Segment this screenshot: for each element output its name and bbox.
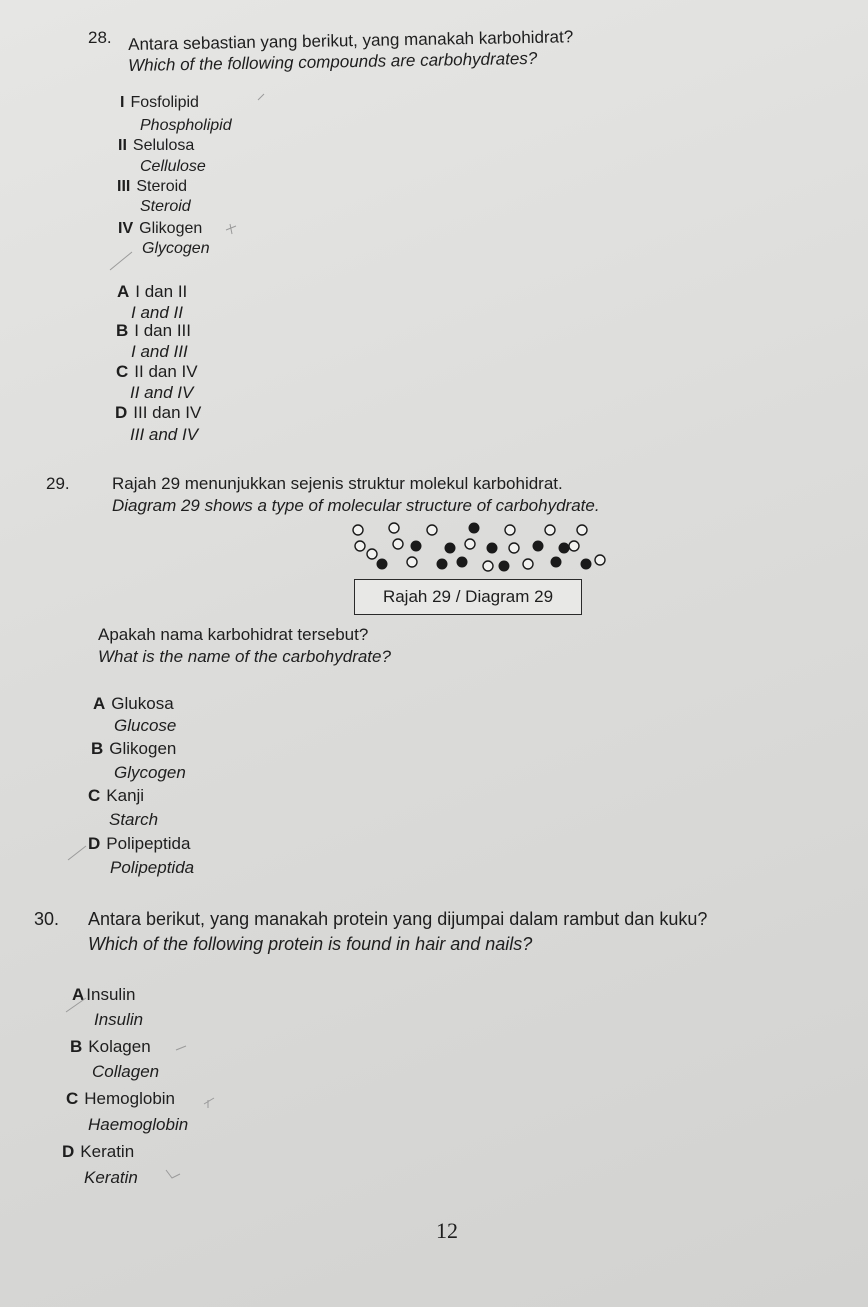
option-label-en: Insulin <box>94 1010 144 1029</box>
option-letter: C <box>66 1089 79 1108</box>
statement-label-ms: Fosfolipid <box>130 94 199 111</box>
option-label-ms: Glukosa <box>111 694 174 713</box>
option-label-en: I and III <box>131 342 188 361</box>
question-prompt-ms: Apakah nama karbohidrat tersebut? <box>98 625 369 644</box>
statement-label-en: Steroid <box>140 198 191 215</box>
option-letter: D <box>62 1142 75 1161</box>
option-label-en: II and IV <box>130 383 194 402</box>
option-label-ms: II dan IV <box>134 362 198 381</box>
pencil-mark <box>66 998 86 1012</box>
question-prompt-en: What is the name of the carbohydrate? <box>98 647 391 666</box>
option-label-ms: Polipeptida <box>106 834 191 853</box>
pencil-mark <box>110 252 132 270</box>
statement-label-ms: Glikogen <box>139 220 203 237</box>
option-label-ms: III dan IV <box>133 403 202 422</box>
diagram-caption: Rajah 29 / Diagram 29 <box>354 579 582 615</box>
question-stem-ms: Antara sebastian yang berikut, yang manakah karbohidrat? <box>128 27 574 54</box>
option-label-ms: I dan III <box>134 321 191 340</box>
option-letter: C <box>88 786 101 805</box>
question-stem-en: Which of the following protein is found in hair and nails? <box>88 934 533 954</box>
option-letter: B <box>91 739 104 758</box>
option-letter: D <box>115 403 128 422</box>
option-label-ms: Hemoglobin <box>84 1089 176 1108</box>
statement-label-en: Glycogen <box>142 240 210 257</box>
option-label-en: Glucose <box>114 716 177 735</box>
page-number: 12 <box>436 1218 458 1243</box>
pencil-mark <box>226 224 236 234</box>
option-letter: B <box>116 321 129 340</box>
question-stem-ms: Antara berikut, yang manakah protein yang dijumpai dalam rambut dan kuku? <box>88 909 708 929</box>
option-letter: A <box>93 694 106 713</box>
question-number: 30. <box>34 909 60 929</box>
option-letter: A <box>117 282 130 301</box>
question-number: 28. <box>88 28 112 47</box>
statement-roman: IV <box>118 220 134 237</box>
option-label-en: Polipeptida <box>110 858 195 877</box>
pencil-mark <box>204 1098 214 1108</box>
option-letter: D <box>88 834 101 853</box>
statement-roman: I <box>120 94 125 111</box>
option-letter: A <box>72 985 85 1004</box>
pencil-mark <box>258 94 264 100</box>
option-label-ms: Glikogen <box>109 739 177 758</box>
statement-roman: II <box>118 137 127 154</box>
statement-label-ms: Selulosa <box>132 137 195 154</box>
option-label-en: III and IV <box>130 425 199 444</box>
option-label-en: Keratin <box>84 1168 138 1187</box>
pencil-mark <box>166 1170 180 1178</box>
option-label-en: Collagen <box>92 1062 160 1081</box>
question-stem-ms: Rajah 29 menunjukkan sejenis struktur molekul karbohidrat. <box>112 474 563 493</box>
option-label-ms: Kolagen <box>88 1037 151 1056</box>
option-letter: B <box>70 1037 83 1056</box>
option-letter: C <box>116 362 129 381</box>
statement-label-en: Cellulose <box>140 158 206 175</box>
question-number: 29. <box>46 474 70 493</box>
pencil-mark <box>176 1046 186 1050</box>
option-label-en: Starch <box>109 810 159 829</box>
option-label-ms: Kanji <box>106 786 145 805</box>
option-label-ms: I dan II <box>135 282 188 301</box>
statement-roman: III <box>117 178 131 195</box>
option-label-en: Haemoglobin <box>88 1115 189 1134</box>
question-stem-en: Diagram 29 shows a type of molecular structure of carbohydrate. <box>112 496 600 515</box>
option-label-ms: Keratin <box>80 1142 135 1161</box>
statement-label-ms: Steroid <box>136 178 188 195</box>
option-label-ms: Insulin <box>86 985 136 1004</box>
statement-label-en: Phospholipid <box>140 117 232 134</box>
option-label-en: Glycogen <box>114 763 186 782</box>
option-label-en: I and II <box>131 303 183 322</box>
question-stem-en: Which of the following compounds are carbohydrates? <box>128 48 538 75</box>
pencil-mark <box>68 846 86 860</box>
